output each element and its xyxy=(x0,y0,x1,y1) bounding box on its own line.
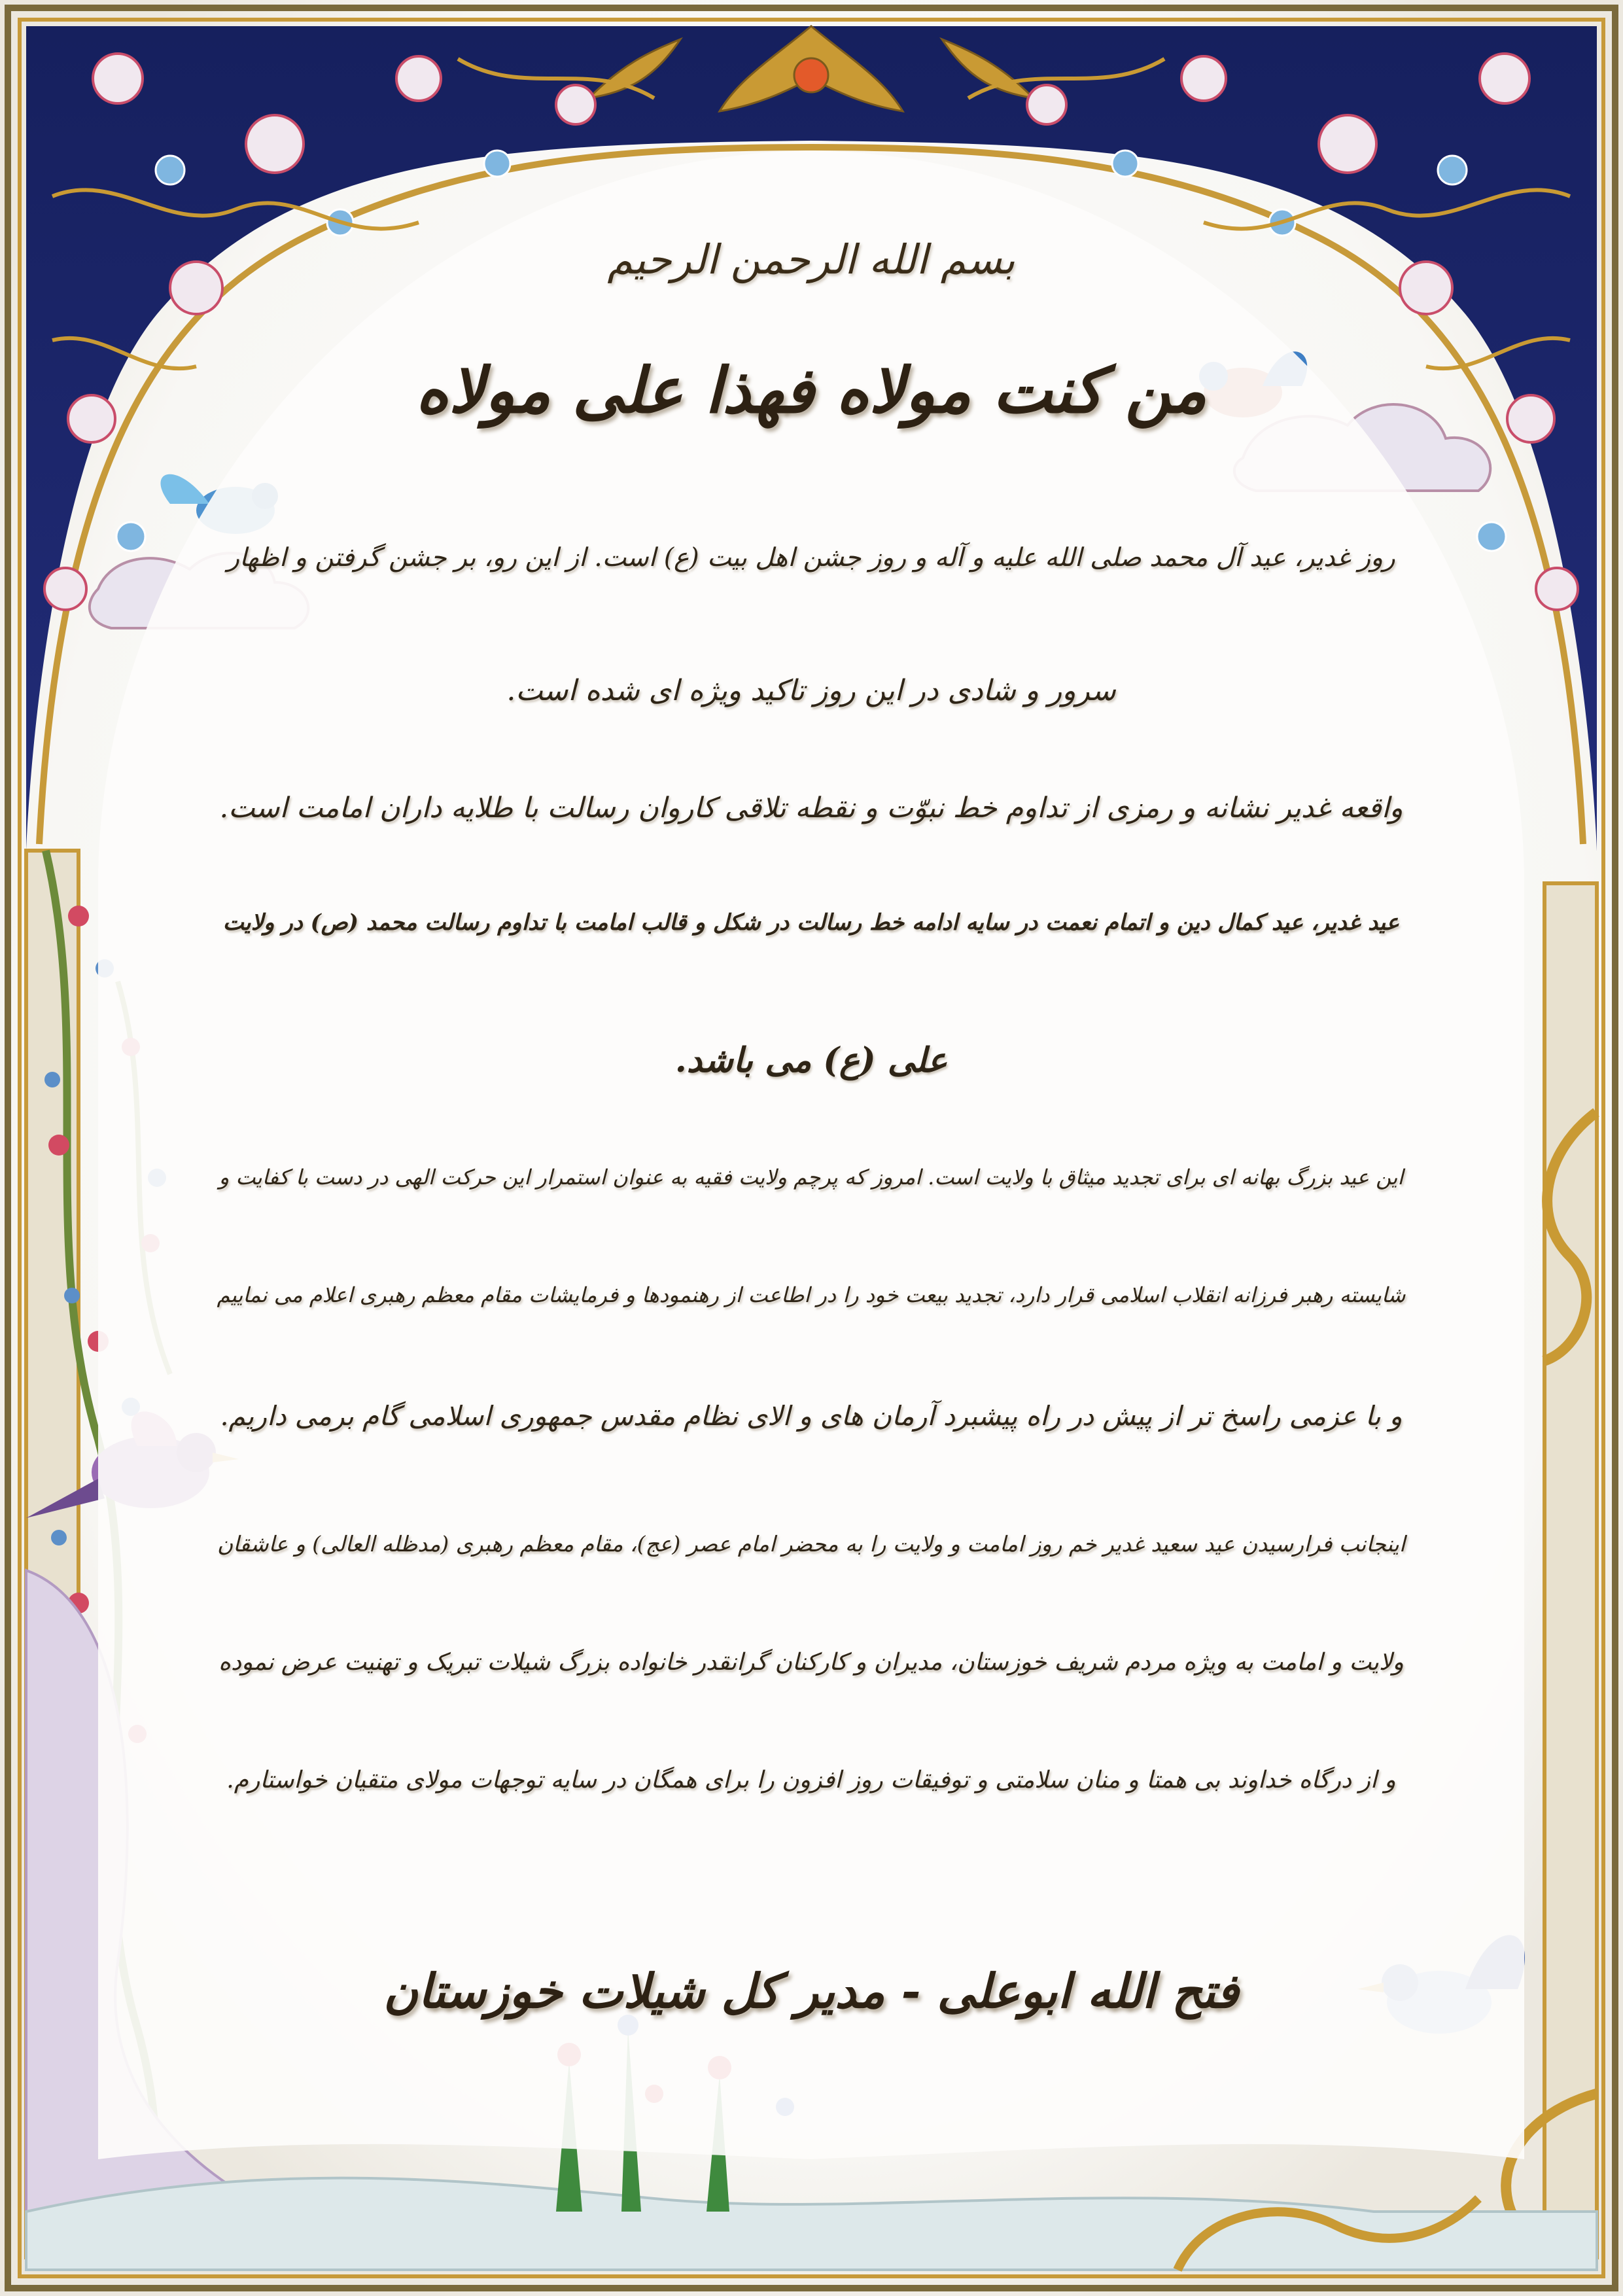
text-line-9: اینجانب فرارسیدن عید سعید غدیر خم روز امامت و ولایت را به محضر امام عصر (عج)، مقام معظم رهبری (مدظله العالی) و عاشقان xyxy=(217,1531,1406,1557)
text-line-6: این عید بزرگ بهانه ای برای تجدید میثاق با ولایت است. امروز که پرچم ولایت فقیه به عنوان استمرار این حرکت الهی در دست با کفایت و xyxy=(218,1165,1404,1190)
text-line-4: عید غدیر، عید کمال دین و اتمام نعمت در سایه ادامه خط رسالت در شکل و قالب امامت با تداوم رسالت محمد (ص) در ولایت xyxy=(222,910,1400,936)
text-line-7: شایسته رهبر فرزانه انقلاب اسلامی قرار دارد، تجدید بیعت خود را در اطاعت از رهنمودها و فرمایشات مقام معظم رهبری اعلام می نماییم xyxy=(217,1282,1406,1307)
text-line-2: سرور و شادی در این روز تاکید ویژه ای شده است. xyxy=(506,674,1116,707)
text-line-3: واقعه غدیر نشانه و رمزی از تداوم خط نبوّت و نقطه تلاقی کاروان رسالت با طلایه داران امامت است. xyxy=(219,792,1403,824)
text-line-10: ولایت و امامت به ویژه مردم شریف خوزستان، مدیران و کارکنان گرانقدر خانواده بزرگ شیلات تبریک و تهنیت عرض نموده xyxy=(218,1649,1404,1676)
signature-line: فتح الله ابوعلی - مدیر کل شیلات خوزستان xyxy=(383,1963,1239,2019)
document-content xyxy=(216,236,1406,2133)
text-line-5: علی (ع) می باشد. xyxy=(674,1040,948,1080)
headline-quote: من کنت مولاه فهذا علی مولاه xyxy=(415,353,1207,427)
basmala-heading: بسم الله الرحمن الرحیم xyxy=(607,236,1015,283)
text-line-11: و از درگاه خداوند بی همتا و منان سلامتی و توفیقات روز افزون را برای همگان در سایه توجهات مولای متقیان خواستارم. xyxy=(226,1767,1396,1793)
text-line-8: و با عزمی راسخ تر از پیش در راه پیشبرد آرمان های و الای نظام مقدس جمهوری اسلامی گام برمی داریم. xyxy=(220,1400,1403,1432)
text-line-1: روز غدیر، عید آل محمد صلی الله علیه و آله و روز جشن اهل بیت (ع) است. از این رو، بر جشن گرفتن و اظهار xyxy=(227,543,1395,573)
